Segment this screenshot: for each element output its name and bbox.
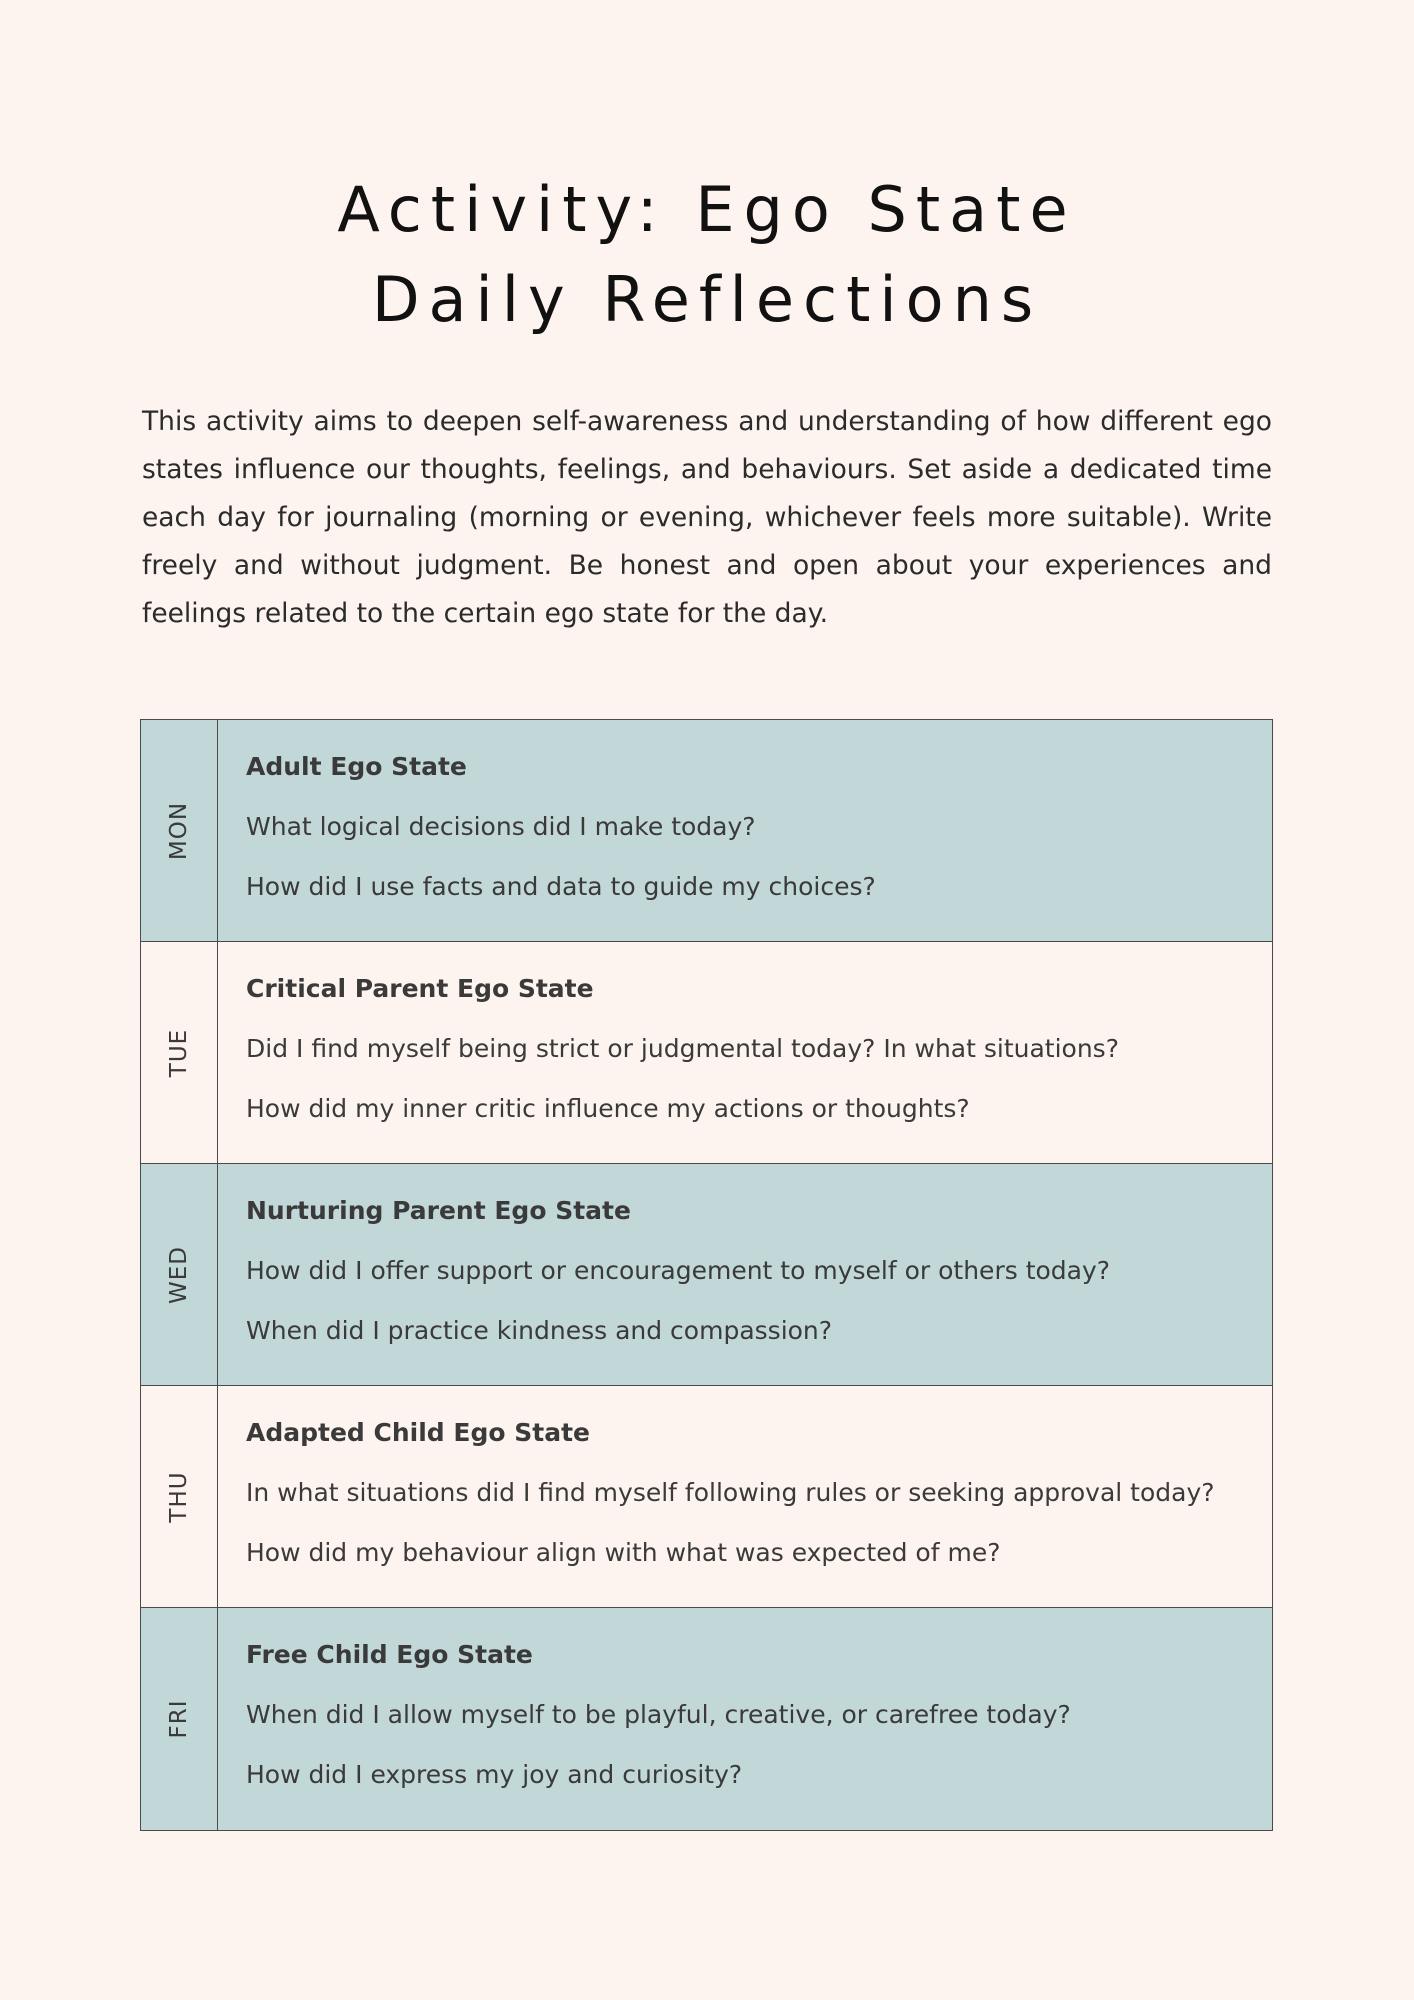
intro-paragraph: This activity aims to deepen self-awareness and understanding of how different ego states influence our thoughts, feelings, and behaviours. Set aside a dedicated time each day for journaling (morning or evening, whichever feels more suitable). Write freely and without judgment. Be honest and open about your experiences and feelings related to the certain ego state for the day.: [142, 406, 1272, 629]
ego-state-heading: Nurturing Parent Ego State: [246, 1196, 631, 1225]
ego-state-heading: Adapted Child Ego State: [246, 1418, 590, 1447]
day-cell: [141, 1386, 218, 1607]
ego-state-heading: Free Child Ego State: [246, 1640, 533, 1669]
page-title-line-2: Daily Reflections: [371, 263, 1043, 336]
row-content: [218, 1164, 1272, 1385]
table-row-wed: [141, 1164, 1272, 1386]
reflection-question: How did I offer support or encouragement to myself or others today?: [246, 1256, 1111, 1285]
row-content: [218, 942, 1272, 1163]
reflection-question: In what situations did I find myself following rules or seeking approval today?: [246, 1478, 1215, 1507]
reflection-question: How did my behaviour align with what was expected of me?: [246, 1538, 1001, 1567]
day-cell: [141, 720, 218, 941]
day-label: WED: [166, 1245, 192, 1304]
table-row-mon: [141, 720, 1272, 942]
day-cell: [141, 1608, 218, 1830]
day-label: THU: [166, 1470, 192, 1523]
row-content: [218, 1608, 1272, 1830]
ego-state-heading: Critical Parent Ego State: [246, 974, 594, 1003]
table-row-fri: [141, 1608, 1272, 1830]
page-title-line-1: Activity: Ego State: [337, 173, 1077, 246]
day-label: FRI: [166, 1699, 192, 1739]
page-title: [0, 165, 1414, 345]
reflection-question: What logical decisions did I make today?: [246, 812, 756, 841]
ego-state-heading: Adult Ego State: [246, 752, 467, 781]
table-row-tue: [141, 942, 1272, 1164]
day-cell: [141, 942, 218, 1163]
reflection-question: How did I use facts and data to guide my choices?: [246, 872, 876, 901]
reflection-question: When did I practice kindness and compassion?: [246, 1316, 833, 1345]
day-label: TUE: [166, 1028, 192, 1077]
row-content: [218, 1386, 1272, 1607]
reflection-question: Did I find myself being strict or judgmental today? In what situations?: [246, 1034, 1119, 1063]
day-label: MON: [166, 801, 192, 860]
reflection-question: How did my inner critic influence my actions or thoughts?: [246, 1094, 970, 1123]
reflection-table: [140, 719, 1273, 1831]
day-cell: [141, 1164, 218, 1385]
row-content: [218, 720, 1272, 941]
reflection-question: How did I express my joy and curiosity?: [246, 1760, 743, 1789]
table-row-thu: [141, 1386, 1272, 1608]
reflection-question: When did I allow myself to be playful, creative, or carefree today?: [246, 1700, 1071, 1729]
